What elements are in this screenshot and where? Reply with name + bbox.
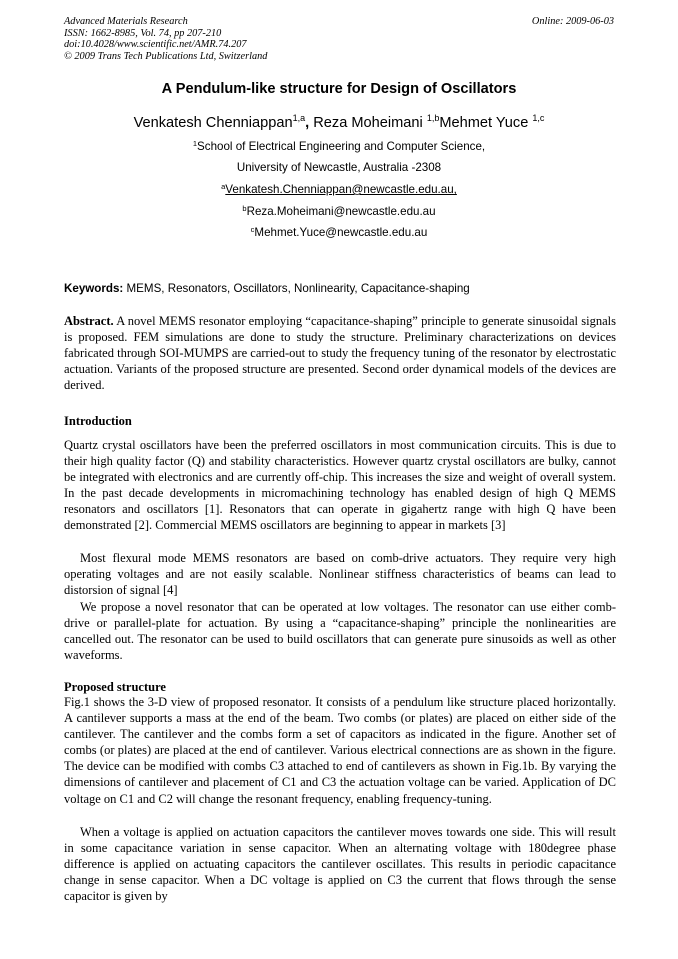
author-name: Reza Moheimani	[313, 115, 423, 131]
affiliation-mark: 1	[192, 139, 198, 148]
paragraph: Quartz crystal oscillators have been the preferred oscillators in most communication circuits. This is due to their high quality factor (Q) and stability characteristics. However quartz crystal oscillators are bulky, cannot be integrated with electronics and are currently off-chip. This increases the size and weight of overall system. In the past decade developments in micromachining technology has enabled design of high Q MEMS resonators and oscillators [1]. Resonators that can operate in gigahertz range with high Q have been demonstrated [2]. Commercial MEMS oscillators are beginning to appear in markets [3]	[64, 438, 616, 533]
author-affiliation-mark: 1,c	[532, 113, 545, 123]
email-mark: a	[221, 182, 226, 191]
author-affiliation-mark: 1,a	[292, 113, 306, 123]
email-mark: b	[242, 204, 247, 213]
author-separator: ,	[305, 115, 310, 131]
journal-doi: doi:10.4028/www.scientific.net/AMR.74.207	[64, 39, 247, 51]
affiliation-university: University of Newcastle, Australia -2308	[236, 161, 442, 174]
section-heading-proposed-structure: Proposed structure	[64, 680, 166, 694]
paper-title: A Pendulum-like structure for Design of Oscillators	[161, 81, 517, 97]
email-line	[0, 225, 678, 239]
author-list	[0, 113, 678, 131]
paragraph: Fig.1 shows the 3-D view of proposed resonator. It consists of a pendulum like structure placed horizontally. A cantilever supports a mass at the end of the beam. Two combs (or plates) are placed on either side of the cantilever. The cantilever and the combs form a set of capacitors as indicated in the figure. Another set of combs (or plates) are placed at the end of cantilever. Various electrical connections are as shown in the figure. The device can be modified with combs C3 attached to end of cantilevers as shown in Fig.1b. By varying the dimensions of cantilever and placement of C1 and C3 the actuation voltage can be varied. Application of DC voltage on C1 and C2 will change the resonant frequency, enabling frequency-tuning.	[64, 695, 616, 806]
paragraph: Most flexural mode MEMS resonators are based on comb-drive actuators. They require very high operating voltages and are not easily scalable. Nonlinear stiffness characteristics of beams can lead to distorsion of signal [4]	[64, 551, 616, 598]
email-address: Reza.Moheimani@newcastle.edu.au	[246, 205, 436, 218]
journal-copyright: © 2009 Trans Tech Publications Ltd, Switzerland	[64, 50, 268, 62]
journal-header	[64, 16, 267, 62]
email-line	[0, 204, 678, 218]
abstract-text: A novel MEMS resonator employing “capacitance-shaping” principle to generate sinusoidal signals is proposed. FEM simulations are done to study the structure. Preliminary characterizations on devices fabricated through SOI-MUMPS are carried-out to study the frequency tuning of the resonator by electrostatic actuation. Variants of the proposed structure are presented. Second order dynamical models of the devices are derived.	[64, 314, 616, 393]
paragraph: When a voltage is applied on actuation capacitors the cantilever moves towards one side. This will result in some capacitance variation in sense capacitor. When an alternating voltage with 180degree phase difference is applied on actuating capacitors the cantilever oscillates. This results in periodic capacitance change in sense capacitor. When a DC voltage is applied on C3 the current that flows through the sense capacitor is given by	[64, 825, 616, 904]
email-link[interactable]: Venkatesh.Chenniappan@newcastle.edu.au,	[225, 183, 457, 196]
online-date: Online: 2009-06-03	[531, 16, 614, 27]
author-affiliation-mark: 1,b	[426, 113, 440, 123]
email-address: Mehmet.Yuce@newcastle.edu.au	[254, 226, 428, 239]
keywords-label: Keywords:	[64, 282, 124, 295]
keywords	[64, 282, 616, 295]
author-name: Venkatesh Chenniappan	[133, 115, 293, 131]
abstract-label: Abstract.	[64, 314, 114, 328]
section-heading-introduction: Introduction	[64, 414, 132, 428]
journal-name: Advanced Materials Research	[64, 16, 188, 27]
abstract	[64, 313, 616, 393]
author-name: Mehmet Yuce	[439, 115, 529, 131]
email-mark: c	[250, 225, 255, 234]
keywords-text: MEMS, Resonators, Oscillators, Nonlinearity, Capacitance-shaping	[126, 282, 470, 295]
affiliation-school: School of Electrical Engineering and Computer Science,	[197, 140, 486, 153]
affiliation-line	[0, 139, 678, 153]
email-line	[0, 182, 678, 196]
paragraph: We propose a novel resonator that can be operated at low voltages. The resonator can use either comb-drive or parallel-plate for actuation. By using a “capacitance-shaping” principle the nonlinearities are cancelled out. The resonator can be used to build oscillators that can generate pure sinusoids as well as other waveforms.	[64, 600, 616, 663]
journal-issn: ISSN: 1662-8985, Vol. 74, pp 207-210	[64, 27, 222, 39]
